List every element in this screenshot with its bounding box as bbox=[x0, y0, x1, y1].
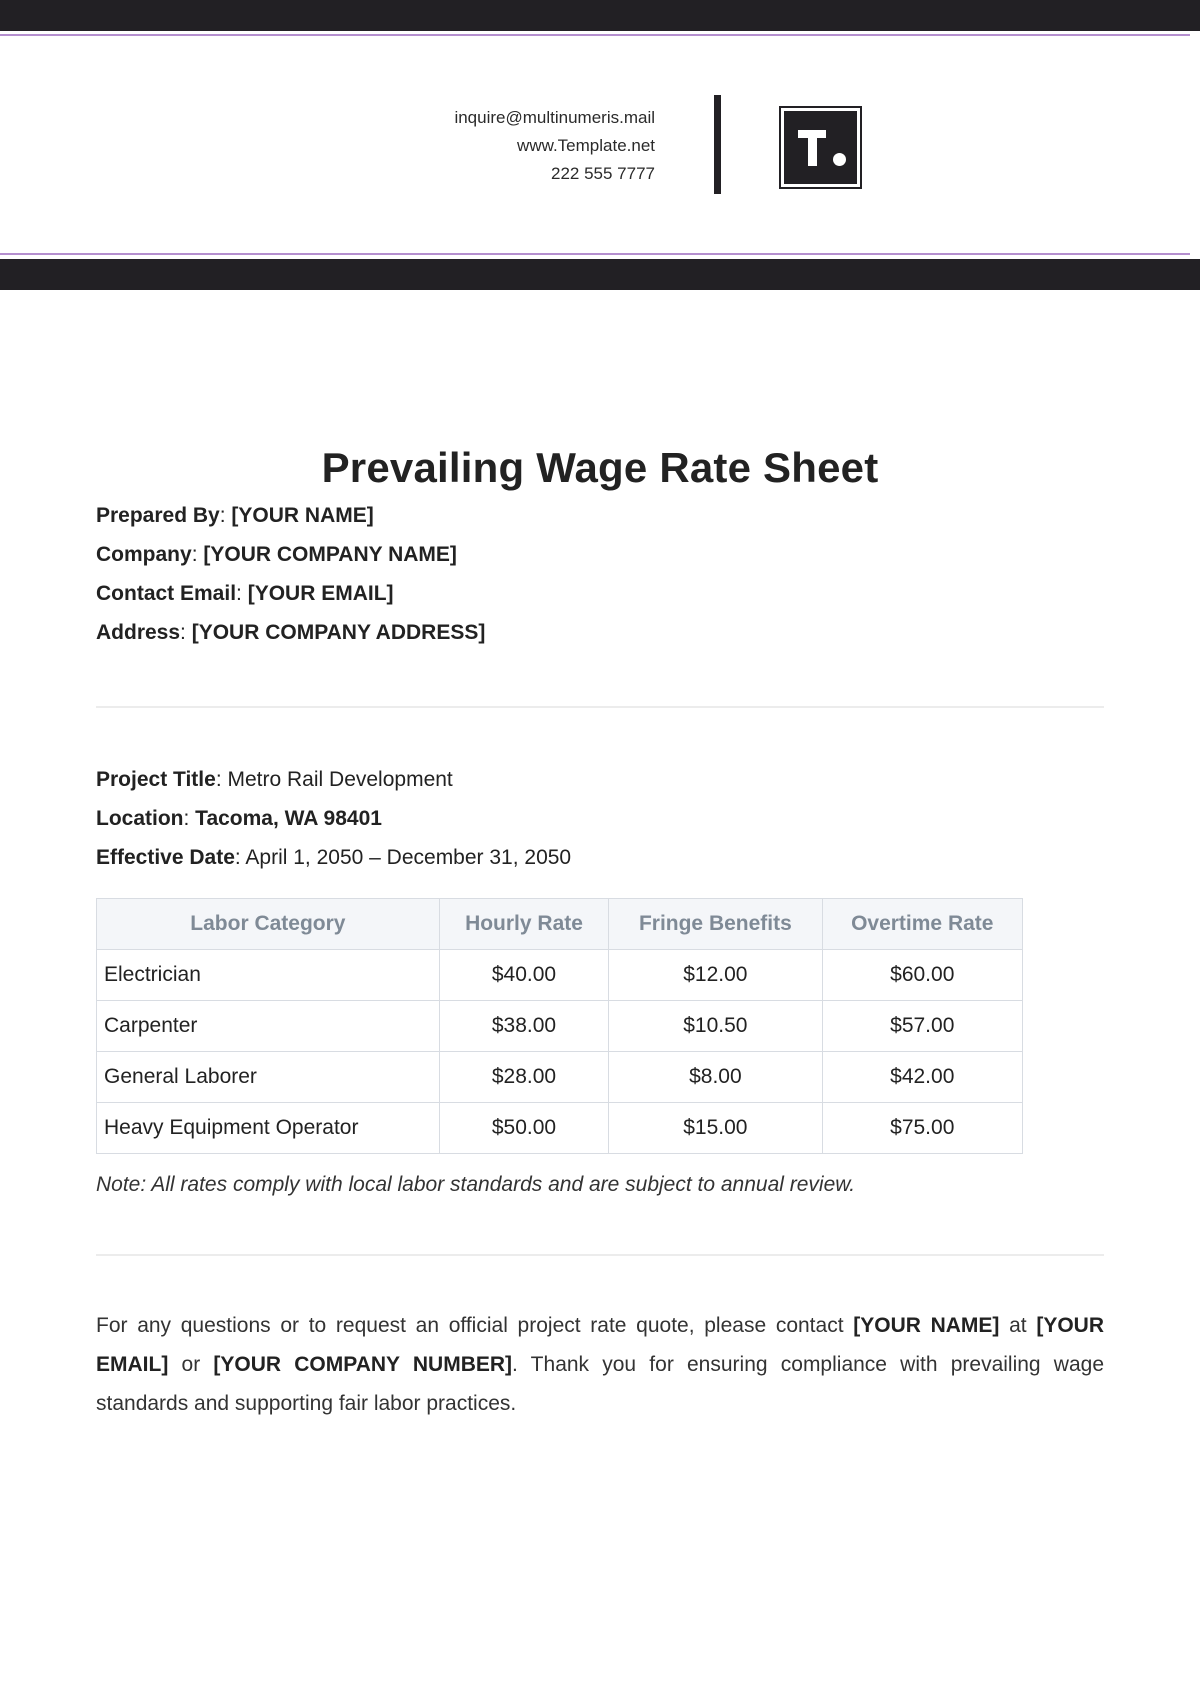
template-logo-icon bbox=[779, 106, 862, 189]
project-title-value: Metro Rail Development bbox=[227, 768, 453, 791]
header-top-band bbox=[0, 0, 1200, 31]
hourly-rate-cell: $50.00 bbox=[439, 1103, 608, 1154]
header-hourly-rate: Hourly Rate bbox=[439, 899, 608, 950]
header-fringe-benefits: Fringe Benefits bbox=[609, 899, 822, 950]
section-divider bbox=[96, 706, 1104, 708]
prepared-by-value: [YOUR NAME] bbox=[231, 504, 374, 527]
overtime-rate-cell: $42.00 bbox=[822, 1052, 1022, 1103]
address-line: Address: [YOUR COMPANY ADDRESS] bbox=[96, 621, 486, 644]
header-labor-category: Labor Category bbox=[97, 899, 440, 950]
effective-date-line: Effective Date: April 1, 2050 – December 31, 2050 bbox=[96, 846, 572, 869]
contact-email-label: Contact Email bbox=[96, 582, 237, 605]
hourly-rate-cell: $28.00 bbox=[439, 1052, 608, 1103]
header-website: www.Template.net bbox=[517, 136, 655, 155]
effective-date-value: April 1, 2050 – December 31, 2050 bbox=[245, 846, 572, 869]
closing-contact-name: [YOUR NAME] bbox=[853, 1314, 1000, 1337]
closing-text-part: For any questions or to request an official project rate quote, please contact bbox=[96, 1314, 854, 1337]
rates-note: Note: All rates comply with local labor standards and are subject to annual review. bbox=[96, 1173, 856, 1196]
company-label: Company bbox=[96, 543, 192, 566]
closing-company-number: [YOUR COMPANY NUMBER] bbox=[213, 1353, 513, 1376]
header-divider bbox=[714, 95, 721, 194]
effective-date-label: Effective Date bbox=[96, 846, 235, 869]
hourly-rate-cell: $40.00 bbox=[439, 950, 608, 1001]
prepared-by-line: Prepared By: [YOUR NAME] bbox=[96, 504, 374, 527]
section-divider bbox=[96, 1254, 1104, 1256]
location-line: Location: Tacoma, WA 98401 bbox=[96, 807, 382, 830]
closing-text-part: . Thank you for ensuring compliance with prevailing wage standards and supporting fair labor practices. bbox=[96, 1353, 1105, 1415]
labor-category-cell: Carpenter bbox=[97, 1001, 440, 1052]
closing-contact-email: [YOUR EMAIL] bbox=[96, 1314, 1104, 1376]
address-value: [YOUR COMPANY ADDRESS] bbox=[191, 621, 486, 644]
closing-text-part: or bbox=[168, 1353, 214, 1376]
project-title-line: Project Title: Metro Rail Development bbox=[96, 768, 453, 791]
fringe-benefits-cell: $8.00 bbox=[609, 1052, 822, 1103]
closing-paragraph bbox=[96, 1306, 1104, 1423]
table-row bbox=[97, 950, 1023, 1001]
wage-rate-table bbox=[96, 898, 1023, 1154]
contact-email-line: Contact Email: [YOUR EMAIL] bbox=[96, 582, 394, 605]
table-row bbox=[97, 1001, 1023, 1052]
company-value: [YOUR COMPANY NAME] bbox=[203, 543, 457, 566]
labor-category-cell: Heavy Equipment Operator bbox=[97, 1103, 440, 1154]
location-label: Location bbox=[96, 807, 184, 830]
fringe-benefits-cell: $10.50 bbox=[609, 1001, 822, 1052]
overtime-rate-cell: $60.00 bbox=[822, 950, 1022, 1001]
header-bottom-band bbox=[0, 259, 1200, 290]
header-phone: 222 555 7777 bbox=[551, 164, 655, 183]
header-contact-block bbox=[454, 104, 655, 188]
overtime-rate-cell: $57.00 bbox=[822, 1001, 1022, 1052]
fringe-benefits-cell: $12.00 bbox=[609, 950, 822, 1001]
location-value: Tacoma, WA 98401 bbox=[195, 807, 382, 830]
fringe-benefits-cell: $15.00 bbox=[609, 1103, 822, 1154]
document-title: Prevailing Wage Rate Sheet bbox=[321, 444, 879, 491]
project-title-label: Project Title bbox=[96, 768, 216, 791]
address-label: Address bbox=[96, 621, 181, 644]
company-line: Company: [YOUR COMPANY NAME] bbox=[96, 543, 457, 566]
labor-category-cell: General Laborer bbox=[97, 1052, 440, 1103]
closing-text-part: at bbox=[999, 1314, 1037, 1337]
hourly-rate-cell: $38.00 bbox=[439, 1001, 608, 1052]
header-accent-line-bottom bbox=[0, 253, 1190, 255]
header-accent-line-top bbox=[0, 34, 1190, 36]
header-overtime-rate: Overtime Rate bbox=[822, 899, 1022, 950]
document-body bbox=[96, 440, 1104, 1444]
prepared-by-label: Prepared By bbox=[96, 504, 220, 527]
project-info bbox=[96, 760, 1104, 877]
table-row bbox=[97, 1052, 1023, 1103]
table-header-row bbox=[97, 899, 1023, 950]
table-row bbox=[97, 1103, 1023, 1154]
contact-email-value: [YOUR EMAIL] bbox=[247, 582, 394, 605]
header-email: inquire@multinumeris.mail bbox=[454, 108, 655, 127]
labor-category-cell: Electrician bbox=[97, 950, 440, 1001]
overtime-rate-cell: $75.00 bbox=[822, 1103, 1022, 1154]
preparer-info bbox=[96, 496, 1104, 652]
